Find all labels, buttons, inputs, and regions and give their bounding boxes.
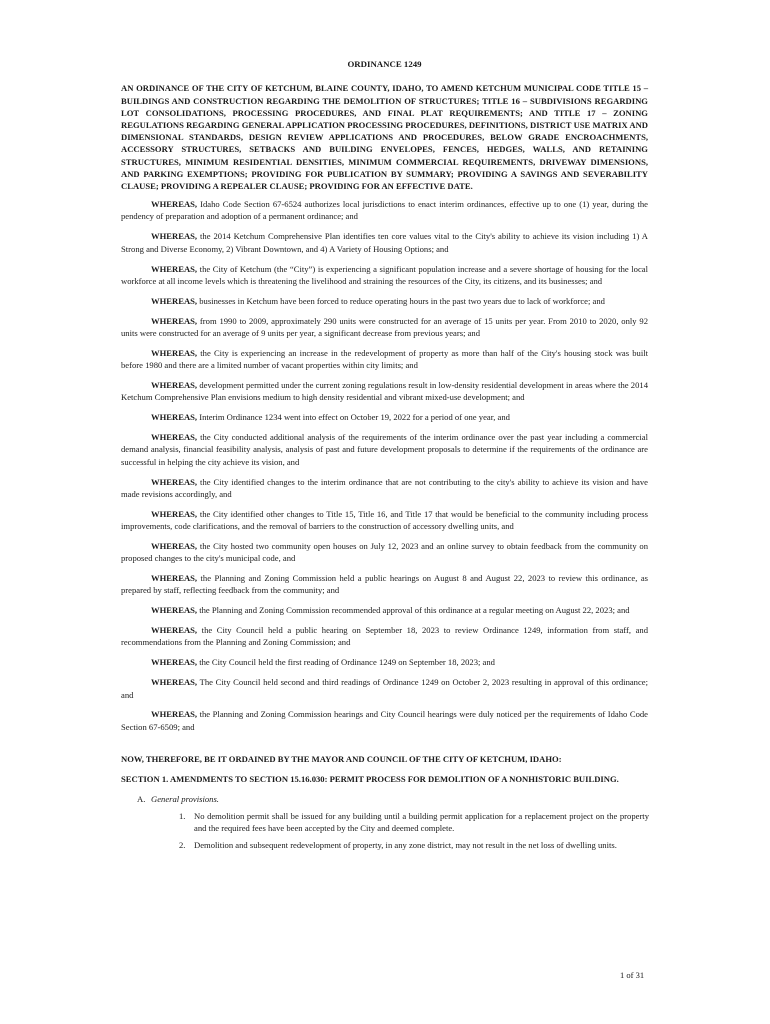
- whereas-paragraph: [121, 656, 648, 668]
- whereas-text: from 1990 to 2009, approximately 290 units were constructed for an average of 15 units per year. From 2010 to 2020, only 92 units were constructed for an average of 9 units per year, a significant decrease from previous years; and: [121, 315, 648, 338]
- whereas-keyword: WHEREAS,: [151, 709, 198, 720]
- whereas-paragraph: [121, 315, 648, 340]
- whereas-paragraph: [121, 431, 648, 468]
- whereas-keyword: WHEREAS,: [151, 315, 198, 326]
- whereas-keyword: WHEREAS,: [151, 432, 198, 443]
- whereas-text: Interim Ordinance 1234 went into effect on October 19, 2022 for a period of one year, and: [197, 412, 510, 423]
- whereas-keyword: WHEREAS,: [151, 295, 198, 306]
- ordained-clause: NOW, THEREFORE, BE IT ORDAINED BY THE MAYOR AND COUNCIL OF THE CITY OF KETCHUM, IDAHO:: [121, 753, 562, 764]
- item-text: No demolition permit shall be issued for any building until a building permit application for a replacement project on the property and the required fees have been accepted by the City and deemed complete.: [194, 810, 649, 833]
- ordinance-caption: AN ORDINANCE OF THE CITY OF KETCHUM, BLAINE COUNTY, IDAHO, TO AMEND KETCHUM MUNICIPAL CODE TITLE 15 – BUILDINGS AND CONSTRUCTION REGARDING THE DEMOLITION OF STRUCTURES; TITLE 16 – SUBDIVISIONS REGARDING LOT CONSOLIDATIONS, PROCESSING PROCEDURES, AND FINAL PLAT REQUIREMENTS; AND TITLE 17 – ZONING REGULATIONS REGARDING GENERAL APPLICATION PROCESSING PROCEDURES, DEFINITIONS, DISTRICT USE MATRIX AND DIMENSIONAL STANDARDS, DESIGN REVIEW APPLICATIONS AND PROCEDURES, BELOW GRADE ENCROACHMENTS, ACCESSORY STRUCTURES, SETBACKS AND BUILDING ENVELOPES, FENCES, HEDGES, WALLS, AND RETAINING STRUCTURES, MINIMUM RESIDENTIAL DENSITIES, MINIMUM COMMERCIAL REQUIREMENTS, DRIVEWAY DIMENSIONS, AND PARKING EXEMPTIONS; PROVIDING FOR PUBLICATION BY SUMMARY; PROVIDING A SAVINGS AND SEVERABILITY CLAUSE; PROVIDING A REPEALER CLAUSE; PROVIDING FOR AN EFFECTIVE DATE.: [121, 83, 648, 191]
- whereas-keyword: WHEREAS,: [151, 476, 198, 487]
- numbered-item: [179, 839, 649, 851]
- item-text: Demolition and subsequent redevelopment of property, in any zone district, may not result in the net loss of dwelling units.: [194, 840, 617, 851]
- whereas-paragraph: [121, 263, 648, 288]
- whereas-keyword: WHEREAS,: [151, 625, 198, 636]
- whereas-paragraph: [121, 230, 648, 255]
- whereas-text: the City identified changes to the interim ordinance that are not contributing to the city's ability to achieve its vision and have made revisions accordingly, and: [121, 476, 648, 499]
- whereas-paragraph: [121, 379, 648, 404]
- whereas-keyword: WHEREAS,: [151, 379, 198, 390]
- ordinance-title: ORDINANCE 1249: [347, 59, 422, 69]
- section-1-heading: SECTION 1. AMENDMENTS TO SECTION 15.16.030: PERMIT PROCESS FOR DEMOLITION OF A NONHISTORIC BUILDING.: [121, 773, 619, 784]
- whereas-paragraph: [121, 347, 648, 372]
- whereas-text: the 2014 Ketchum Comprehensive Plan identifies ten core values vital to the City's ability to achieve its vision including 1) A Strong and Diverse Economy, 2) Vibrant Downtown, and 4) A Variety of Housing Options; and: [121, 231, 648, 254]
- whereas-text: businesses in Ketchum have been forced to reduce operating hours in the past two years due to lack of workforce; and: [197, 295, 605, 306]
- whereas-keyword: WHEREAS,: [151, 263, 198, 274]
- page-number: 1 of 31: [620, 970, 645, 980]
- whereas-keyword: WHEREAS,: [151, 657, 198, 668]
- whereas-text: the City identified other changes to Title 15, Title 16, and Title 17 that would be beneficial to the community including process improvements, code clarifications, and the removal of barriers to the construction of accessory dwelling units, and: [121, 508, 648, 531]
- whereas-text: the City Council held a public hearing on September 18, 2023 to review Ordinance 1249, information from staff, and recommendations from the Planning and Zoning Commission; and: [121, 625, 648, 648]
- whereas-paragraph: [121, 198, 648, 223]
- whereas-keyword: WHEREAS,: [151, 231, 198, 242]
- whereas-paragraph: [121, 624, 648, 649]
- whereas-keyword: WHEREAS,: [151, 540, 198, 551]
- whereas-keyword: WHEREAS,: [151, 677, 198, 688]
- whereas-text: the City of Ketchum (the “City”) is experiencing a significant population increase and a severe shortage of housing for the local workforce at all income levels which is threatening the livelihood and straining the resources of the City, its citizens, and its businesses; and: [121, 263, 648, 286]
- item-number: 2.: [179, 840, 186, 851]
- whereas-paragraph: [121, 708, 648, 733]
- whereas-text: the City is experiencing an increase in the redevelopment of property as more than half of the City's housing stock was built before 1980 and there are a limited number of vacant properties within city limits; and: [121, 347, 648, 371]
- whereas-text: the Planning and Zoning Commission held a public hearings on August 8 and August 22, 2023 to review this ordinance, as prepared by staff, reflecting feedback from the community; and: [121, 573, 648, 596]
- item-number: 1.: [179, 810, 186, 821]
- whereas-clauses: [121, 198, 648, 733]
- whereas-text: the City Council held the first reading of Ordinance 1249 on September 18, 2023; and: [197, 657, 495, 668]
- whereas-text: the City conducted additional analysis of the requirements of the interim ordinance over the past year including a commercial demand analysis, financial feasibility analysis, analysis of past and future development proposals to determine if the requirements of the ordinance are successful in helping the city achieve its vision, and: [121, 432, 648, 467]
- whereas-paragraph: [121, 676, 648, 701]
- whereas-paragraph: [121, 508, 648, 533]
- whereas-keyword: WHEREAS,: [151, 508, 198, 519]
- subsection-text: General provisions.: [151, 794, 219, 805]
- document-page: [121, 58, 648, 856]
- whereas-keyword: WHEREAS,: [151, 412, 198, 423]
- whereas-keyword: WHEREAS,: [151, 605, 198, 616]
- whereas-paragraph: [121, 411, 648, 423]
- whereas-paragraph: [121, 476, 648, 501]
- whereas-text: development permitted under the current zoning regulations result in low-density residential development in areas where the 2014 Ketchum Comprehensive Plan envisions medium to high density residential and vibrant mixed-use development; and: [121, 379, 648, 403]
- whereas-text: the City hosted two community open houses on July 12, 2023 and an online survey to obtain feedback from the community on proposed changes to the city's municipal code, and: [121, 540, 648, 564]
- whereas-keyword: WHEREAS,: [151, 199, 198, 210]
- whereas-keyword: WHEREAS,: [151, 347, 198, 358]
- whereas-paragraph: [121, 295, 648, 307]
- whereas-text: the Planning and Zoning Commission recommended approval of this ordinance at a regular meeting on August 22, 2023; and: [197, 605, 630, 616]
- numbered-item: [179, 810, 649, 835]
- whereas-text: Idaho Code Section 67-6524 authorizes local jurisdictions to enact interim ordinances, effective up to one (1) year, during the pendency of preparation and adoption of a permanent ordinance; and: [121, 199, 648, 222]
- subsection-a: [137, 793, 648, 805]
- whereas-paragraph: [121, 572, 648, 597]
- subsection-letter: A.: [137, 794, 146, 805]
- whereas-paragraph: [121, 540, 648, 565]
- whereas-text: The City Council held second and third readings of Ordinance 1249 on October 2, 2023 resulting in approval of this ordinance; and: [121, 677, 648, 700]
- whereas-text: the Planning and Zoning Commission hearings and City Council hearings were duly noticed per the requirements of Idaho Code Section 67-6509; and: [121, 709, 648, 732]
- numbered-items: [121, 810, 648, 852]
- whereas-keyword: WHEREAS,: [151, 573, 198, 584]
- whereas-paragraph: [121, 604, 648, 616]
